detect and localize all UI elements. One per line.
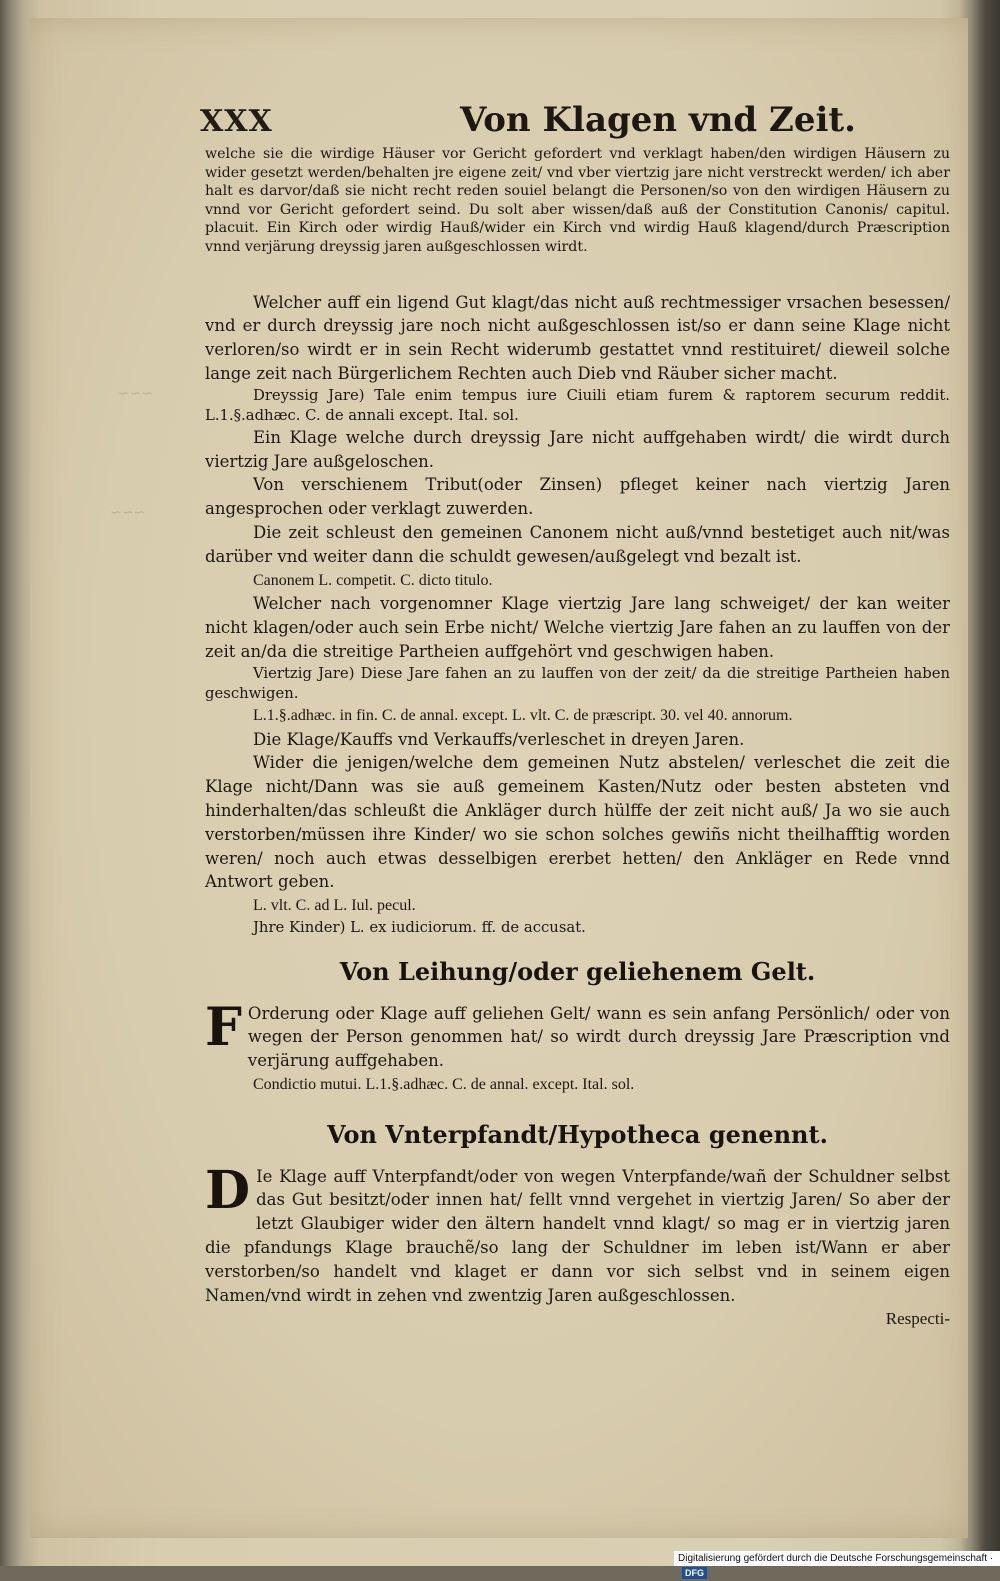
paragraph [205, 1159, 950, 1308]
citation: L.1.§.adhæc. in fin. C. de annal. except. L. vlt. C. de præscript. 30. vel 40. annorum. [253, 706, 793, 724]
catchword: Respecti- [885, 1309, 950, 1329]
folio-number: XXX [200, 104, 273, 139]
citation: L. vlt. C. ad L. Iul. pecul. [253, 897, 416, 915]
dfg-logo-icon: DFG [682, 1567, 707, 1579]
paragraph: Die zeit schleust den gemeinen Canonem nicht auß/vnnd bestetiget auch nit/was darüber vnd weiter dann die schuldt gewesen/außgelegt vnd bezalt ist. [205, 522, 950, 566]
section-heading: Von Leihung/oder geliehenem Gelt. [339, 956, 816, 986]
paragraph: Die Klage/Kauffs vnd Verkauffs/verleschet in dreyen Jaren. [253, 729, 745, 749]
bleed-through: ~~~ [110, 505, 146, 521]
paragraph: welche sie die wirdige Häuser vor Gericht gefordert vnd verklagt haben/den wirdigen Häusern zu wider gesetzt werden/behalten jre eigene zeit/ vnd vber viertzig jare nicht verstreckt werden/ ich aber halt es darvor/daß sie nicht recht reden souiel belangt die Personen/so von den wirdigen Häusern zu vnnd vor Gericht gefordert seind. Du solt aber wissen/daß auß der Constitution Canonis/ capitul. placuit. Ein Kirch oder wirdig Hauß/wider ein Kirch vnd wirdig Hauß klagend/durch Præscription vnnd verjärung dreyssig jaren außgeschlossen wirdt. [205, 146, 950, 255]
gloss: Dreyssig Jare) Tale enim tempus iure Ciuili etiam furem & raptorem securum reddit. L.1.§.adhæc. C. de annali except. Ital. sol. [205, 386, 950, 424]
digitization-footer [674, 1551, 1000, 1578]
decorated-initial: D [205, 1159, 251, 1221]
running-head: Von Klagen vnd Zeit. [460, 100, 856, 140]
gloss: Viertzig Jare) Diese Jare fahen an zu lauffen von der zeit/ da die streitige Partheien haben geschwigen. [205, 664, 950, 702]
paragraph: Wider die jenigen/welche dem gemeinen Nutz abstelen/ verleschet die zeit die Klage nicht/Dann was sie auß gemeinem Kasten/Nutz oder besten absteten vnd hinderhalten/das schleußt die Ankläger durch hülffe der zeit nicht auß/ Ja wo sie auch verstorben/müssen ihre Kinder/ wo sie schon solches gewiñs nicht theilhafftig worden weren/ noch auch etwas desselbigen ererbet hetten/ den Ankläger en Rede vnnd Antwort geben. [205, 753, 950, 892]
section-heading: Von Vnterpfandt/Hypotheca genennt. [327, 1119, 828, 1149]
paragraph-body: Orderung oder Klage auff geliehen Gelt/ wann es sein anfang Persönlich/ oder von wegen der Person genommen hat/ so wirdt durch dreyssig Jare Præscription vnd verjärung auffgehaben. [247, 1003, 950, 1071]
paragraph-body: Ie Klage auff Vnterpfandt/oder von wegen Vnterpfande/wañ der Schuldner selbst das Gut besitzt/oder innen hat/ fellt vnnd vergehet in viertzig Jaren/ So aber der letzt Glaubiger wider den ältern handelt vnnd klagt/ so mag er in viertzig jaren die pfandungs Klage brauchẽ/so lang der Schuldner im leben ist/Wann er aber verstorben/so handelt vnd klaget er dann vor sich selbst vnd in seinem eigen Namen/vnd wirdt in zehen vnd zwentzig Jaren außgeschlossen. [205, 1166, 950, 1305]
footer-text: Digitalisierung gefördert durch die Deutsche Forschungsgemeinschaft · [678, 1553, 994, 1564]
paragraph: Ein Klage welche durch dreyssig Jare nicht auffgehaben wirdt/ die wirdt durch viertzig Jare außgeloschen. [205, 427, 950, 471]
decorated-initial: F [205, 996, 242, 1058]
gloss: Jhre Kinder) L. ex iudiciorum. ff. de accusat. [253, 918, 586, 936]
citation: Canonem L. competit. C. dicto titulo. [253, 571, 493, 589]
paragraph [205, 996, 950, 1073]
page-text [205, 145, 950, 1331]
citation: Condictio mutui. L.1.§.adhæc. C. de annal. except. Ital. sol. [253, 1076, 635, 1094]
paragraph: Von verschienem Tribut(oder Zinsen) pfleget keiner nach viertzig Jaren angesprochen oder verklagt zuwerden. [205, 475, 950, 519]
paragraph: Welcher nach vorgenomner Klage viertzig Jare lang schweiget/ der kan weiter nicht klagen/oder auch sein Erbe nicht/ Welche viertzig Jare fahen an zu lauffen von der zeit an/da die streitige Partheien auffgehört vnd geschwigen haben. [205, 594, 950, 661]
paragraph: Welcher auff ein ligend Gut klagt/das nicht auß rechtmessiger vrsachen besessen/ vnd er durch dreyssig jare noch nicht außgeschlossen ist/so er dann seine Klage nicht verloren/so wirdt er in sein Recht widerumb gestattet vnnd restituiret/ dieweil solche lange zeit nach Bürgerlichem Rechten auch Dieb vnd Räuber sicher macht. [205, 292, 950, 383]
bleed-through: ~~~ [118, 386, 154, 402]
